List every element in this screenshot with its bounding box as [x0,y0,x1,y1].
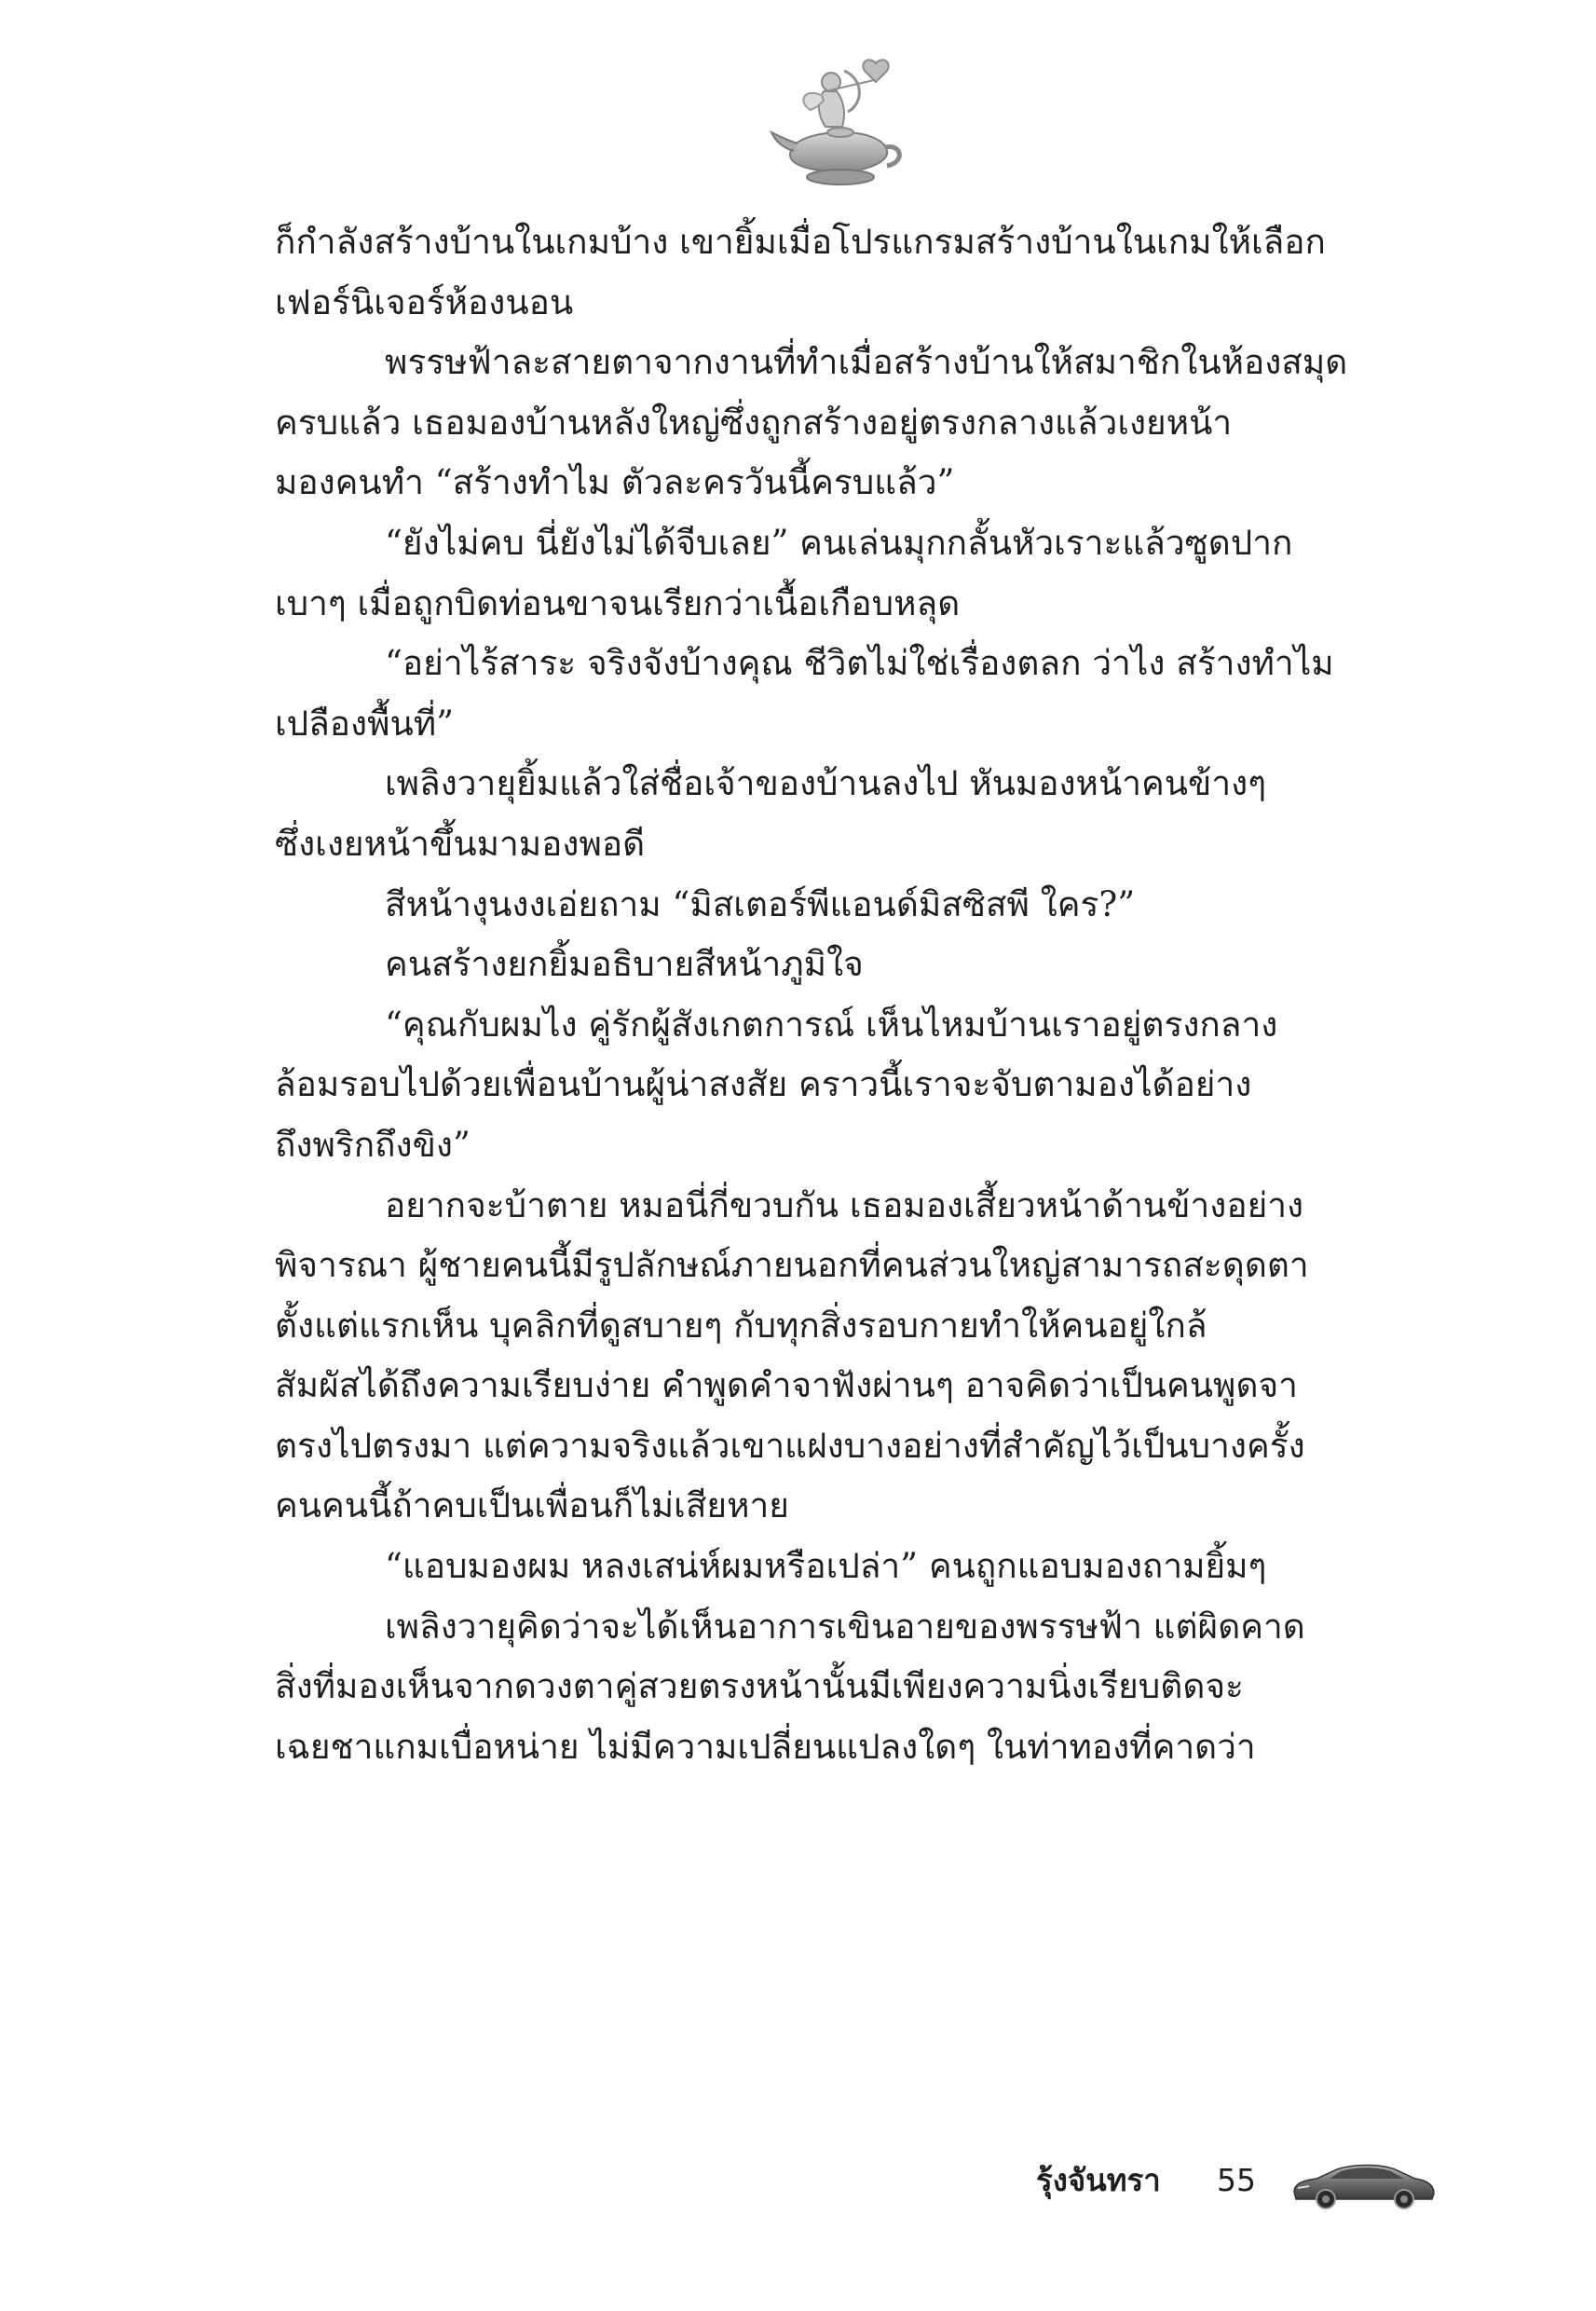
text-line: ซึ่งเงยหน้าขึ้นมามองพอดี [275,823,646,864]
text-line: เบาๆ เมื่อถูกบิดท่อนขาจนเรียกว่าเนื้อเกือบหลุด [275,582,961,623]
text-line: เพลิงวายุคิดว่าจะได้เห็นอาการเขินอายของพรรษฟ้า แต่ผิดคาด [385,1606,1305,1647]
text-line: ครบแล้ว เธอมองบ้านหลังใหญ่ซึ่งถูกสร้างอยู่ตรงกลางแล้วเงยหน้า [275,402,1233,443]
paragraph [275,1597,1412,1778]
text-line: อยากจะบ้าตาย หมอนี่กี่ขวบกัน เธอมองเสี้ยวหน้าด้านข้างอย่าง [385,1184,1304,1225]
paragraph [275,212,1412,333]
paragraph [275,754,1412,874]
text-line: พรรษฟ้าละสายตาจากงานที่ทำเมื่อสร้างบ้านให้สมาชิกในห้องสมุด [385,342,1348,383]
text-line: เฟอร์นิเจอร์ห้องนอน [275,281,574,322]
paragraph [275,875,1412,936]
text-line: คนสร้างยกยิ้มอธิบายสีหน้าภูมิใจ [385,944,864,985]
footer-book-title: รุ้งจันทรา [1036,2162,1161,2198]
text-line: สิ่งที่มองเห็นจากดวงตาคู่สวยตรงหน้านั้นมีเพียงความนิ่งเรียบติดจะ [275,1666,1244,1707]
text-line: “อย่าไร้สาระ จริงจังบ้างคุณ ชีวิตไม่ใช่เรื่องตลก ว่าไง สร้างทำไม [385,643,1334,684]
text-line: เพลิงวายุยิ้มแล้วใส่ชื่อเจ้าของบ้านลงไป หันมองหน้าคนข้างๆ [385,763,1267,804]
paragraph [275,333,1412,513]
paragraph [275,1537,1412,1597]
text-line: เปลืองพื้นที่” [275,703,455,744]
cupid-teapot-ornament-icon [770,54,909,194]
paragraph [275,634,1412,754]
paragraph [275,513,1412,634]
text-line: สัมผัสได้ถึงความเรียบง่าย คำพูดคำจาฟังผ่านๆ อาจคิดว่าเป็นคนพูดจา [275,1365,1298,1406]
text-line: ล้อมรอบไปด้วยเพื่อนบ้านผู้น่าสงสัย คราวนี้เราจะจับตามองได้อย่าง [275,1064,1252,1105]
text-line: ก็กำลังสร้างบ้านในเกมบ้าง เขายิ้มเมื่อโปรแกรมสร้างบ้านในเกมให้เลือก [275,222,1326,262]
paragraph [275,935,1412,995]
text-line: พิจารณา ผู้ชายคนนี้มีรูปลักษณ์ภายนอกที่คนส่วนใหญ่สามารถสะดุดตา [275,1245,1309,1286]
chapter-body-text [275,212,1412,1777]
text-line: ตรงไปตรงมา แต่ความจริงแล้วเขาแฝงบางอย่างที่สำคัญไว้เป็นบางครั้ง [275,1425,1305,1466]
text-line: คนคนนี้ถ้าคบเป็นเพื่อนก็ไม่เสียหาย [275,1485,789,1526]
footer-page-number: 55 [1217,2162,1256,2198]
text-line: “แอบมองผม หลงเสน่ห์ผมหรือเปล่า” คนถูกแอบมองถามยิ้มๆ [385,1546,1267,1587]
text-line: “คุณกับผมไง คู่รักผู้สังเกตการณ์ เห็นไหมบ้านเราอยู่ตรงกลาง [385,1004,1278,1045]
text-line: ตั้งแต่แรกเห็น บุคลิกที่ดูสบายๆ กับทุกสิ่งรอบกายทำให้คนอยู่ใกล้ [275,1305,1207,1346]
text-line: สีหน้างุนงงเอ่ยถาม “มิสเตอร์พีแอนด์มิสซิสพี ใคร?” [385,883,1136,924]
text-line: มองคนทำ “สร้างทำไม ตัวละครวันนี้ครบแล้ว” [275,462,955,503]
text-line: เฉยชาแกมเบื่อหน่าย ไม่มีความเปลี่ยนแปลงใดๆ ในท่าทองที่คาดว่า [275,1726,1256,1767]
paragraph [275,995,1412,1176]
text-line: ถึงพริกถึงขิง” [275,1124,471,1165]
text-line: “ยังไม่คบ นี่ยังไม่ได้จีบเลย” คนเล่นมุกกลั้นหัวเราะแล้วซูดปาก [385,522,1293,563]
sports-car-icon [1289,2158,1438,2210]
paragraph [275,1176,1412,1538]
